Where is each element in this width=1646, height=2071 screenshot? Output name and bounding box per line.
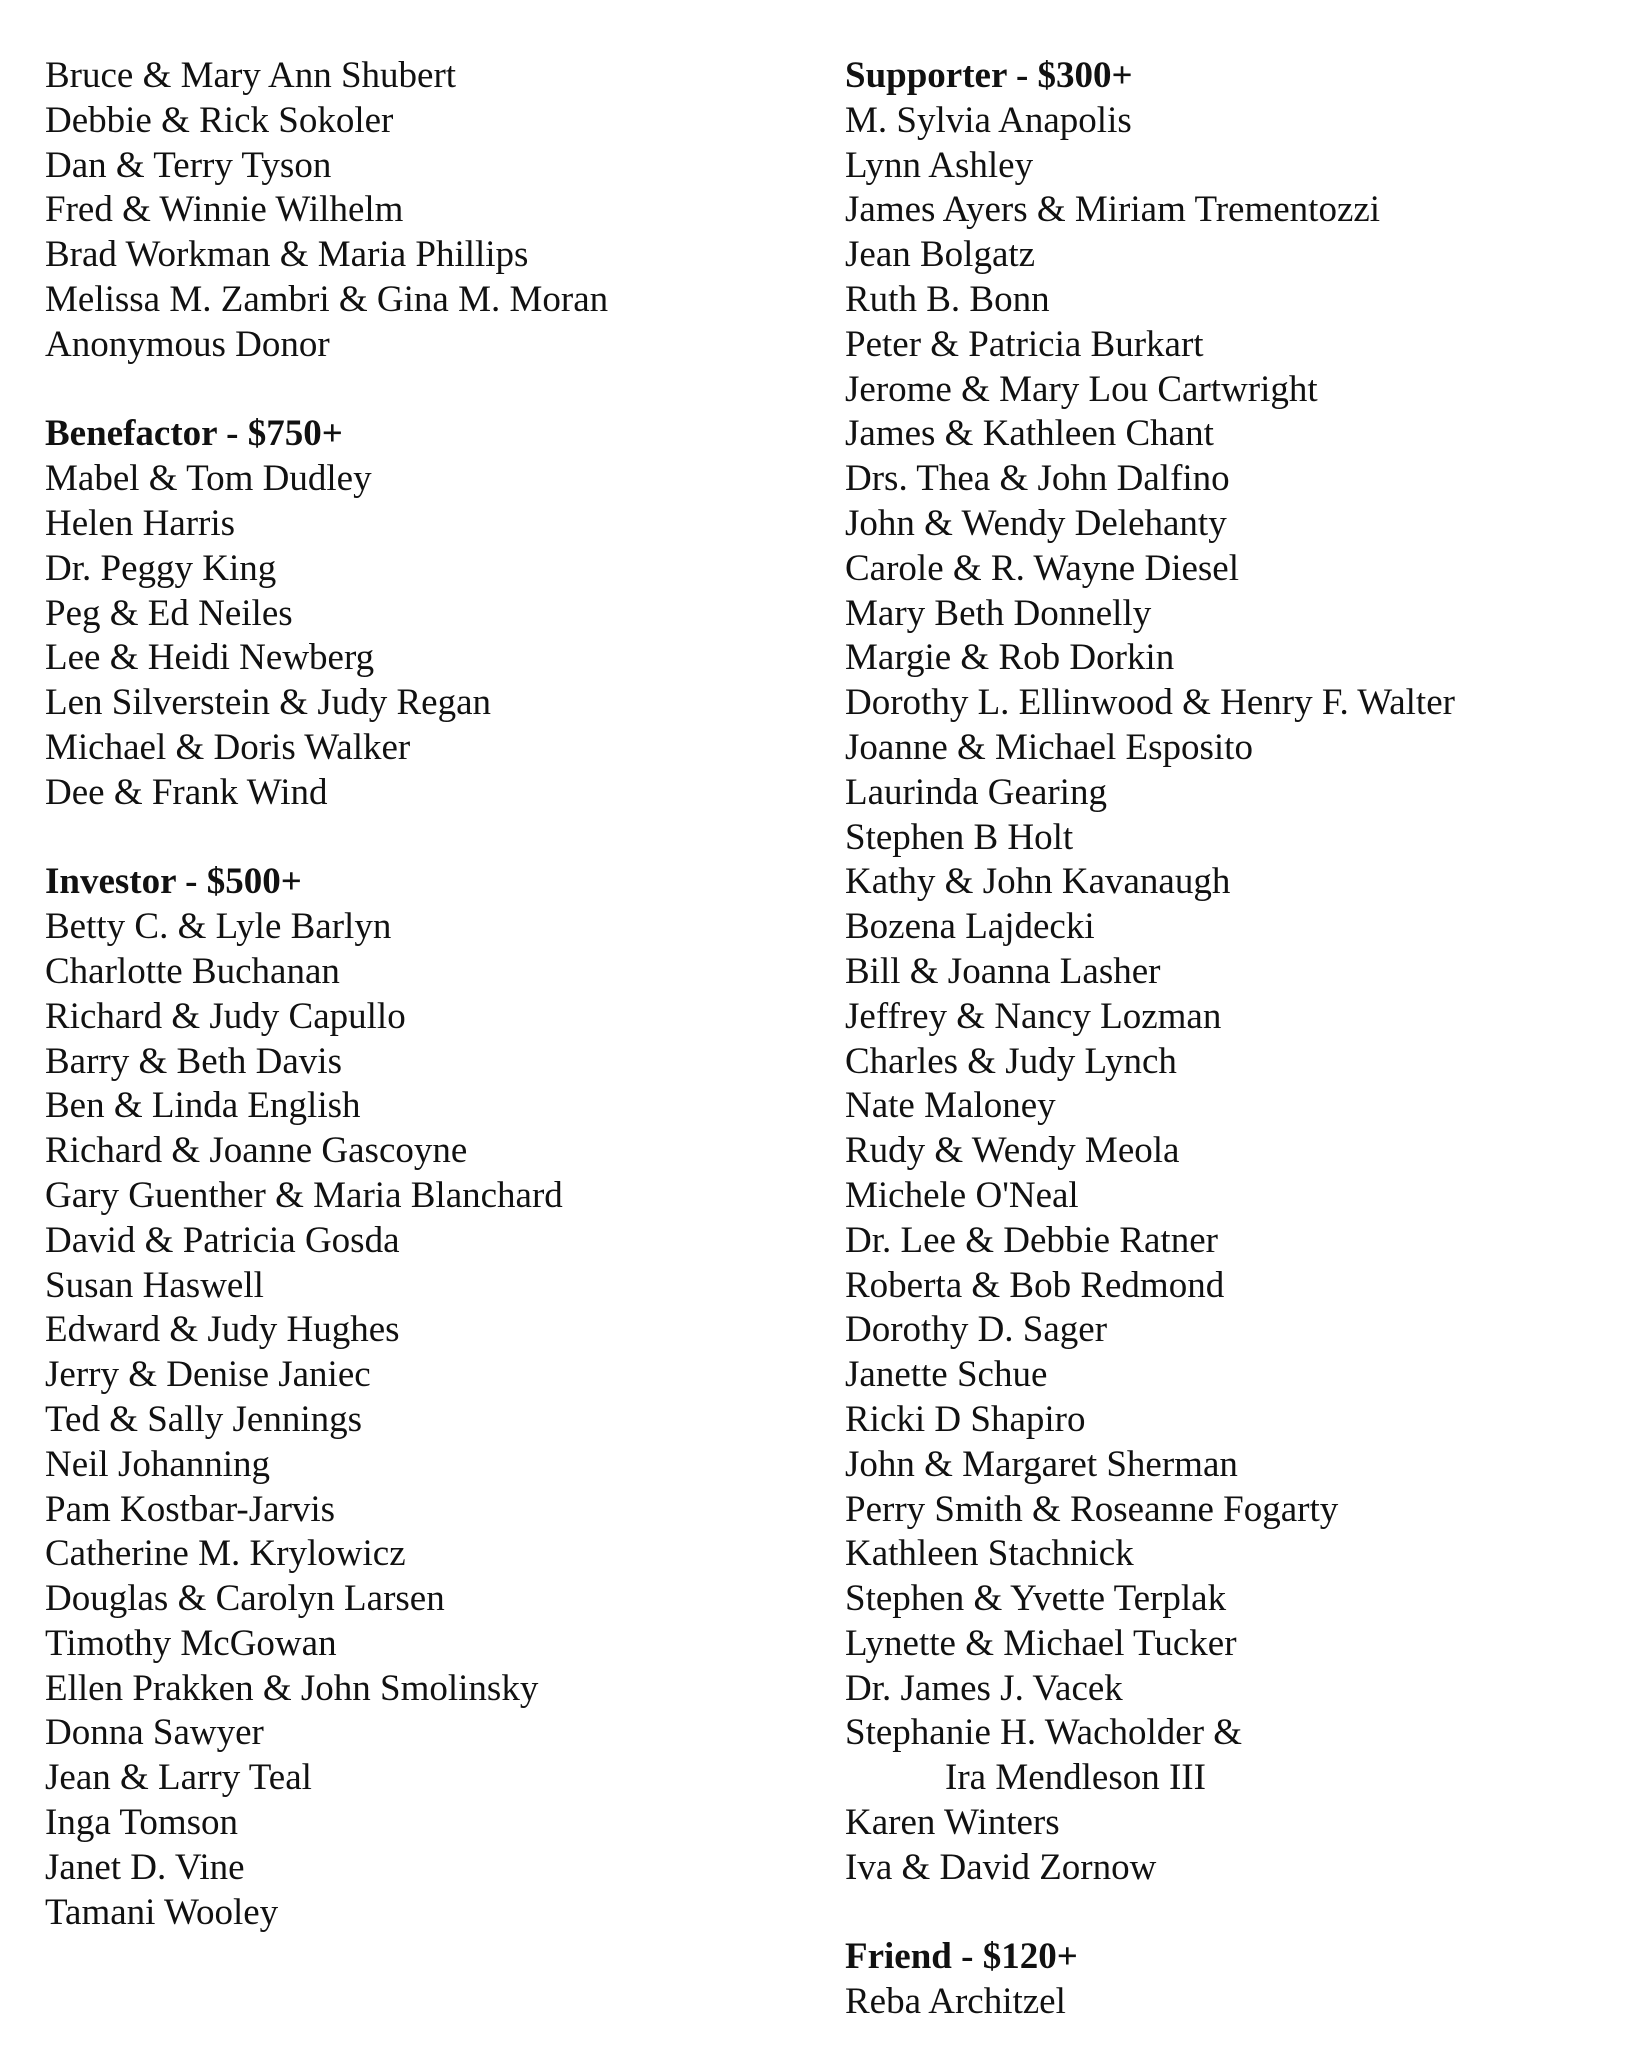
donor-name: Tamani Wooley (45, 1891, 279, 1933)
donor-name: Drs. Thea & John Dalfino (845, 458, 1230, 500)
donor-name: Bill & Joanna Lasher (845, 950, 1161, 992)
donor-name: Rudy & Wendy Meola (845, 1130, 1180, 1172)
supporter-section (845, 54, 1625, 1891)
donor-name: Dan & Terry Tyson (45, 144, 332, 186)
donor-name-continuation: Ira Mendleson III (945, 1757, 1206, 1799)
donor-name: Len Silverstein & Judy Regan (45, 682, 491, 724)
donor-name: Charlotte Buchanan (45, 950, 340, 992)
donor-name: Stephanie H. Wacholder & (845, 1712, 1243, 1754)
donor-name: Timothy McGowan (45, 1622, 337, 1664)
donor-name: Dr. Peggy King (45, 547, 277, 589)
donor-name: Peter & Patricia Burkart (845, 323, 1204, 365)
donor-name: Lynette & Michael Tucker (845, 1622, 1237, 1664)
donor-name: Lee & Heidi Newberg (45, 637, 375, 679)
left-column (45, 54, 825, 1935)
donor-name: James & Kathleen Chant (845, 413, 1214, 455)
supporter-heading: Supporter - $300+ (845, 55, 1133, 96)
donor-name: Perry Smith & Roseanne Fogarty (845, 1488, 1339, 1530)
donor-name: Douglas & Carolyn Larsen (45, 1578, 445, 1620)
investor-section (45, 860, 825, 1935)
donor-name: Margie & Rob Dorkin (845, 637, 1175, 679)
donor-name: Michael & Doris Walker (45, 726, 411, 768)
donor-name: Michele O'Neal (845, 1174, 1079, 1216)
donor-name: Catherine M. Krylowicz (45, 1533, 406, 1575)
donor-name: Ricki D Shapiro (845, 1398, 1086, 1440)
donor-name: Charles & Judy Lynch (845, 1040, 1177, 1082)
donor-name: Mabel & Tom Dudley (45, 458, 372, 500)
donor-name: Susan Haswell (45, 1264, 264, 1306)
donor-name: Mary Beth Donnelly (845, 592, 1152, 634)
donor-name: Laurinda Gearing (845, 771, 1107, 813)
benefactor-heading: Benefactor - $750+ (45, 413, 343, 455)
donor-name: Fred & Winnie Wilhelm (45, 189, 404, 231)
donor-name: Ellen Prakken & John Smolinsky (45, 1667, 539, 1709)
donor-name: Iva & David Zornow (845, 1846, 1157, 1888)
investor-heading: Investor - $500+ (45, 861, 302, 903)
section-spacer (45, 368, 825, 413)
donor-name: Nate Maloney (845, 1085, 1056, 1127)
donor-name: Jerome & Mary Lou Cartwright (845, 368, 1318, 410)
donor-name: Bozena Lajdecki (845, 906, 1095, 948)
donor-name: Kathy & John Kavanaugh (845, 861, 1231, 903)
donor-name: Helen Harris (45, 502, 236, 544)
section-spacer (45, 816, 825, 861)
donor-name: John & Margaret Sherman (845, 1443, 1238, 1485)
donor-name: Betty C. & Lyle Barlyn (45, 906, 392, 948)
benefactor-section (45, 412, 825, 815)
donor-name: Jeffrey & Nancy Lozman (845, 995, 1222, 1037)
donor-name: Brad Workman & Maria Phillips (45, 234, 529, 276)
donor-name: Dr. Lee & Debbie Ratner (845, 1219, 1218, 1261)
donor-name: John & Wendy Delehanty (845, 502, 1227, 544)
donor-name: Jerry & Denise Janiec (45, 1354, 371, 1396)
donor-name: Bruce & Mary Ann Shubert (45, 55, 457, 96)
donor-name: Barry & Beth Davis (45, 1040, 342, 1082)
section-spacer (845, 1891, 1625, 1936)
donor-name: Melissa M. Zambri & Gina M. Moran (45, 278, 609, 320)
donor-name: Kathleen Stachnick (845, 1533, 1134, 1575)
donor-name: Richard & Joanne Gascoyne (45, 1130, 468, 1172)
friend-section (845, 1935, 1625, 2025)
donor-name: Pam Kostbar-Jarvis (45, 1488, 336, 1530)
continued-names-list (45, 54, 825, 368)
donor-name: Stephen & Yvette Terplak (845, 1578, 1227, 1620)
donor-name: Janette Schue (845, 1354, 1048, 1396)
friend-heading: Friend - $120+ (845, 1936, 1078, 1978)
donor-name: Jean Bolgatz (845, 234, 1036, 276)
donor-name: Ruth B. Bonn (845, 278, 1050, 320)
donor-name: Inga Tomson (45, 1802, 239, 1844)
donor-name: Gary Guenther & Maria Blanchard (45, 1174, 563, 1216)
donor-name: Dorothy L. Ellinwood & Henry F. Walter (845, 682, 1455, 724)
donor-name: Janet D. Vine (45, 1846, 245, 1888)
donor-name: Karen Winters (845, 1802, 1060, 1844)
donor-name: Anonymous Donor (45, 323, 330, 365)
donor-name: Joanne & Michael Esposito (845, 726, 1253, 768)
donor-name: Carole & R. Wayne Diesel (845, 547, 1239, 589)
donor-name: Jean & Larry Teal (45, 1757, 312, 1799)
donor-name: Dorothy D. Sager (845, 1309, 1108, 1351)
donor-name: Reba Architzel (845, 1981, 1066, 2023)
donor-name: Richard & Judy Capullo (45, 995, 406, 1037)
donor-name: M. Sylvia Anapolis (845, 99, 1132, 141)
donor-name: Ted & Sally Jennings (45, 1398, 363, 1440)
donor-name: Lynn Ashley (845, 144, 1034, 186)
donor-name: Stephen B Holt (845, 816, 1074, 858)
donor-name: Neil Johanning (45, 1443, 271, 1485)
donor-name: Edward & Judy Hughes (45, 1309, 400, 1351)
donor-name: David & Patricia Gosda (45, 1219, 400, 1261)
donor-name: James Ayers & Miriam Trementozzi (845, 189, 1381, 231)
donor-name: Donna Sawyer (45, 1712, 264, 1754)
donor-name: Dee & Frank Wind (45, 771, 328, 813)
donor-name: Debbie & Rick Sokoler (45, 99, 394, 141)
right-column (845, 54, 1625, 2025)
donor-name: Ben & Linda English (45, 1085, 361, 1127)
donor-name: Peg & Ed Neiles (45, 592, 293, 634)
donor-name: Roberta & Bob Redmond (845, 1264, 1225, 1306)
donor-name: Dr. James J. Vacek (845, 1667, 1123, 1709)
